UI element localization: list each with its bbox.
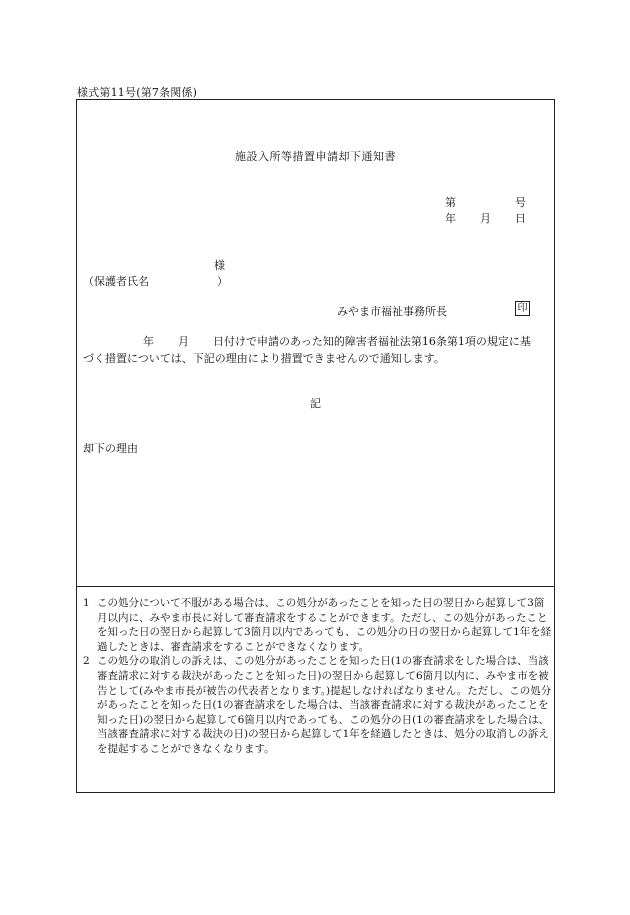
doc-number-go: 号: [515, 196, 526, 209]
date-year-label: 年: [445, 212, 456, 225]
form-number-label: 様式第11号(第7条関係): [77, 86, 198, 99]
note-item: [83, 596, 553, 654]
body-month-label: 月: [178, 335, 189, 348]
note-text: この処分について不服がある場合は、この処分があったことを知った日の翌日から起算して3箇月以内に、みやま市長に対して審査請求をすることができます。ただし、この処分があったことを知った日の翌日から起算して3箇月以内であっても、この処分の日の翌日から起算して1年を経過したときは、審査請求をすることができなくなります。: [97, 597, 552, 653]
guardian-name-open: （保護者氏名: [83, 275, 149, 288]
date-day-label: 日: [515, 212, 526, 225]
issuer-seal: [513, 301, 530, 316]
note-item: [83, 654, 553, 756]
note-number: 1: [83, 597, 90, 609]
date-month-label: 月: [480, 212, 491, 225]
body-year-label: 年: [143, 335, 154, 348]
body-line-2: づく措置については、下記の理由により措置できませんので通知します。: [83, 352, 445, 365]
seal-stamp: 印: [515, 301, 530, 316]
notice-main-section: [77, 100, 554, 587]
recipient-sama: 様: [214, 259, 225, 272]
note-text: この処分の取消しの訴えは、この処分があったことを知った日(1の審査請求をした場合は、当該審査請求に対する裁決があったことを知った日)の翌日から起算して6箇月以内に、みやま市を被告として(みやま市長が被告の代表者となります。)提起しなければなりません。ただし、この処分があったことを知った日(1の審査請求をした場合は、当該審査請求に対する裁決があったことを知った日)の翌日から起算して6箇月以内であっても、この処分の日(1の審査請求をした場合は、当該審査請求に対する裁決の日)の翌日から起算して1年を経過したときは、処分の取消しの訴えを提起することができなくなります。: [97, 655, 552, 755]
doc-number-dai: 第: [445, 196, 456, 209]
notes-section: [83, 596, 553, 757]
reason-label: 却下の理由: [83, 442, 138, 455]
notice-frame: [76, 99, 555, 793]
body-line-1: 日付けで申請のあった知的障害者福祉法第16条第1項の規定に基: [213, 335, 531, 348]
guardian-name-close: ）: [217, 275, 228, 288]
issuer-name: みやま市福祉事務所長: [337, 305, 447, 318]
note-number: 2: [83, 655, 90, 668]
document-title: 施設入所等措置申請却下通知書: [235, 150, 396, 163]
ki-heading: 記: [310, 397, 321, 410]
